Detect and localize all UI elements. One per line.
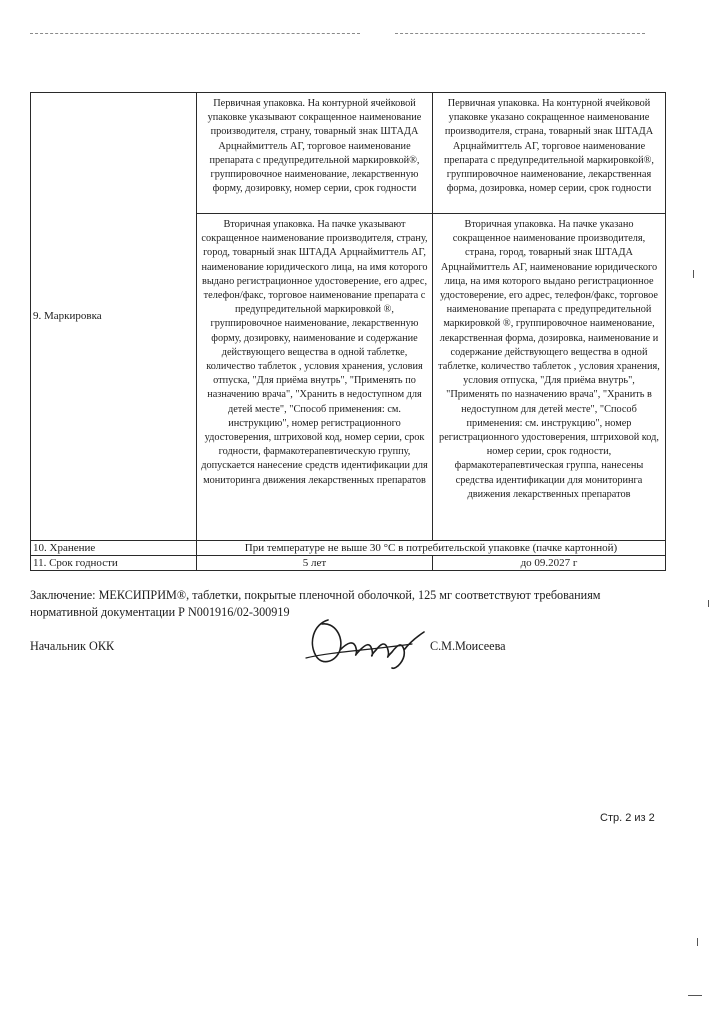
secondary-package-requirement — [197, 214, 433, 541]
primary-package-requirement — [197, 93, 433, 214]
marking-label: 9. Маркировка — [31, 93, 197, 541]
signatory-name: С.М.Моисеева — [430, 639, 506, 653]
cell-text: Вторичная упаковка. На пачке указано сокращенное наименование производителя, страна, город, товарный знак ШТАДА Арцнаймиттель АГ, наименование юридического лица, на имя которого выдано регистрационное удостоверение, его адрес, телефон/факс, торговое наименование препарата с предупредительной маркировкой ®, группировочное наименование, лекарственная форма, дозировка, наименование и содержание действующего вещества в одной таблетке, количество таблеток , условия хранения, условия отпуска, "Для приёма внутрь", "Применять по назначению врача", "Хранить в недоступном для детей месте", "Способ применения: см. инструкцию", номер регистрационного удостоверения, штриховой код, номер серии, срок годности, фармакотерапевтическая группа, нанесены средства идентификации для мониторинга движения лекарственных препаратов — [438, 219, 660, 500]
table-row — [31, 556, 666, 571]
storage-label: 10. Хранение — [31, 541, 197, 556]
primary-package-actual — [433, 93, 666, 214]
scan-mark — [688, 995, 702, 996]
cell-text: Вторичная упаковка. На пачке указывают сокращенное наименование производителя, страну, город, товарный знак ШТАДА Арцнаймиттель АГ, наименование юридического лица, на имя которого выдано регистрационное удостоверение, его адрес, телефон/факс, торговое наименование препарата с предупредительной маркировкой ®, группировочное наименование, лекарственную форму, дозировку, наименование и содержание действующего вещества в одной таблетке, количество таблеток , условия хранения, условия отпуска, "Для приёма внутрь", "Применять по назначению врача", "Хранить в недоступном для детей месте", "Способ применения: см. инструкцию", номер регистрационного удостоверения, штриховой код, номер серии, срок годности, фармакотерапевтическую группу, допускается нанесение средств идентификации для мониторинга движения лекарственных препаратов — [201, 219, 428, 486]
table-row — [31, 93, 666, 214]
signatory-position: Начальник ОКК — [30, 639, 115, 653]
storage-value: При температуре не выше 30 °С в потребительской упаковке (пачке картонной) — [197, 541, 666, 556]
handwritten-signature — [300, 612, 430, 672]
shelf-life-actual: до 09.2027 г — [433, 556, 666, 571]
scan-mark — [708, 600, 709, 607]
page-number: Стр. 2 из 2 — [600, 812, 655, 824]
scan-dash-left — [30, 33, 360, 34]
scan-mark — [697, 938, 698, 946]
scan-dash-right — [395, 33, 645, 34]
shelf-life-requirement: 5 лет — [197, 556, 433, 571]
secondary-package-actual — [433, 214, 666, 541]
shelf-life-label: 11. Срок годности — [31, 556, 197, 571]
specification-table — [30, 92, 666, 571]
cell-text: Первичная упаковка. На контурной ячейковой упаковке указывают сокращенное наименование производителя, страну, товарный знак ШТАДА Арцнаймиттель АГ, торговое наименование препарата с предупредительной маркировкой®, группировочное наименование, лекарственную форму, дозировку, номер серии, срок годности — [207, 98, 422, 195]
conclusion-text: Заключение: МЕКСИПРИМ®, таблетки, покрытые пленочной оболочкой, 125 мг соответствуют требованиям нормативной документации Р N001916/02-300919 — [30, 588, 601, 619]
table-row — [31, 541, 666, 556]
scan-mark — [693, 270, 694, 278]
cell-text: Первичная упаковка. На контурной ячейковой упаковке указано сокращенное наименование производителя, страна, товарный знак ШТАДА Арцнаймиттель АГ, торговое наименование препарата с предупредительной маркировкой®, группировочное наименование, лекарственная форма, дозировка, номер серии, срок годности — [443, 98, 655, 195]
